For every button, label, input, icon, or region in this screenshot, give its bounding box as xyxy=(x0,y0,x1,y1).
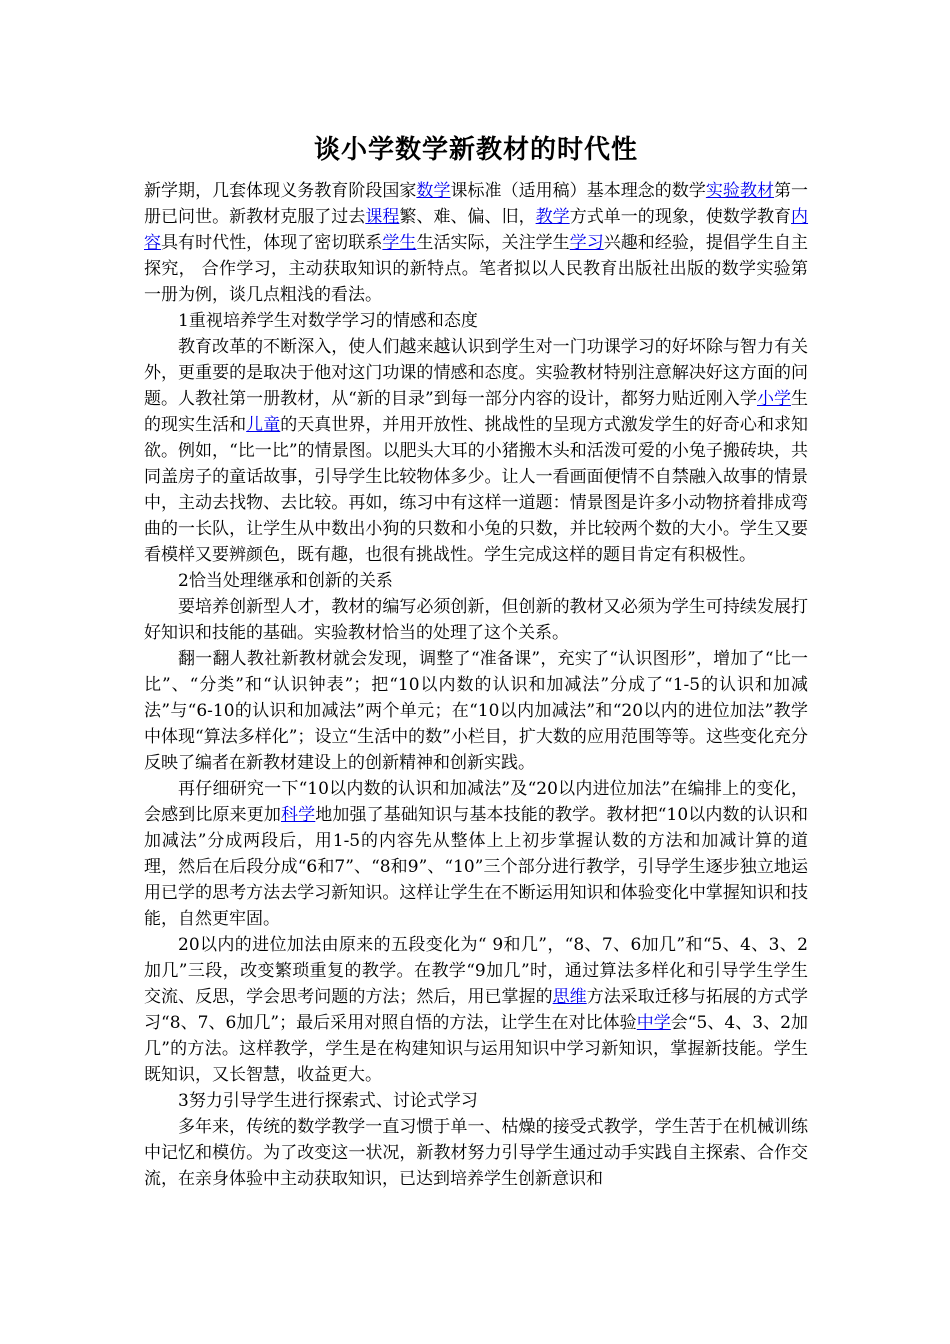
paragraph-text: 生活实际，关注学生 xyxy=(416,233,570,253)
paragraph-text: 地加强了基础知识与基本技能的教学。教材把“10以内数的认识和加减法”分成两段后，用1-5的内容先从整体上上初步掌握认数的方法和加减计算的道理，然后在后段分成“6和7”、“8和9”、“10”三个部分进行教学，引导学生逐步独立地运用已学的思考方法去学习新知识。这样让学生在不断运用知识和体验变化中掌握知识和技能，自然更牢固。 xyxy=(144,805,809,929)
inline-link[interactable]: 思维 xyxy=(552,987,587,1007)
paragraph xyxy=(144,334,808,568)
document-title: 谈小学数学新教材的时代性 xyxy=(313,135,638,165)
paragraph-text: 新学期，几套体现义务教育阶段国家 xyxy=(144,181,417,201)
paragraph xyxy=(144,776,808,932)
inline-link[interactable]: 小学 xyxy=(756,389,791,409)
paragraph xyxy=(144,594,808,646)
paragraph-text: 第一册已问世。新教材克服了过去 xyxy=(144,181,809,227)
paragraph-text: 翻一翻人教社新教材就会发现，调整了“准备课”，充实了“认识图形”，增加了“比一比”、“分类”和“认识钟表”；把“10以内数的认识和加减法”分成了“1-5的认识和加减法”与“6-10的认识和加减法”两个单元；在“10以内加减法”和“20以内的进位加法”教学中体现“算法多样化”；设立“生活中的数”小栏目，扩大数的应用范围等等。这些变化充分反映了编者在新教材建设上的创新精神和创新实践。 xyxy=(144,649,808,773)
inline-link[interactable]: 中学 xyxy=(636,1013,671,1033)
paragraph xyxy=(144,646,808,776)
paragraph-text: 课标准（适用稿）基本理念的数学 xyxy=(450,181,706,201)
paragraph xyxy=(144,568,808,594)
paragraph-text: 2恰当处理继承和创新的关系 xyxy=(178,571,393,591)
paragraph-text: 多年来，传统的数学教学一直习惯于单一、枯燥的接受式教学，学生苦于在机械训练中记忆和模仿。为了改变这一状况，新教材努力引导学生通过动手实践自主探索、合作交流，在亲身体验中主动获取知识，已达到培养学生创新意识和 xyxy=(144,1117,808,1189)
paragraph-text: 要培养创新型人才，教材的编写必须创新，但创新的教材又必须为学生可持续发展打好知识和技能的基础。实验教材恰当的处理了这个关系。 xyxy=(144,597,808,643)
paragraph-text: 的天真世界，并用开放性、挑战性的呈现方式激发学生的好奇心和求知欲。例如，“比一比”的情景图。以肥头大耳的小猪搬木头和活泼可爱的小兔子搬砖块，共同盖房子的童话故事，引导学生比较物体多少。让人一看画面便情不自禁融入故事的情景中，主动去找物、去比较。再如，练习中有这样一道题：情景图是许多小动物挤着排成弯曲的一长队，让学生从中数出小狗的只数和小兔的只数，并比较两个数的大小。学生又要看模样又要辨颜色，既有趣，也很有挑战性。学生完成这样的题目肯定有积极性。 xyxy=(144,415,809,565)
document-body xyxy=(144,178,808,1192)
inline-link[interactable]: 儿童 xyxy=(246,415,281,435)
paragraph-text: 方式单一的现象，使数学教育 xyxy=(569,207,792,227)
paragraph-text: 方法采取迁移与拓展的方式学习“8、7、6加几”；最后采用对照自悟的方法，让学生在对比体验 xyxy=(144,987,809,1033)
inline-link[interactable]: 学生 xyxy=(382,233,417,253)
inline-link[interactable]: 课程 xyxy=(365,207,400,227)
paragraph xyxy=(144,178,808,308)
paragraph-text: 再仔细研究一下“10以内数的认识和加减法”及“20以内进位加法”在编排上的变化，会感到比原来更加 xyxy=(144,779,808,825)
paragraph-text: 繁、难、偏、旧， xyxy=(399,207,536,227)
paragraph xyxy=(144,308,808,334)
paragraph-text: 1重视培养学生对数学学习的情感和态度 xyxy=(178,311,478,331)
paragraph-text: 20以内的进位加法由原来的五段变化为“ 9和几”，“8、7、6加几”和“5、4、3、2加几”三段，改变繁琐重复的教学。在教学“9加几”时，通过算法多样化和引导学生学生交流、反思，学会思考问题的方法；然后，用已掌握的 xyxy=(144,935,808,1007)
inline-link[interactable]: 科学 xyxy=(281,805,316,825)
paragraph xyxy=(144,1088,808,1114)
paragraph-text: 生的现实生活和 xyxy=(144,389,808,435)
paragraph-text: 教育改革的不断深入，使人们越来越认识到学生对一门功课学习的好坏除与智力有关外，更重要的是取决于他对这门功课的情感和态度。实验教材特别注意解决好这方面的问题。人教社第一册教材，从“新的目录”到每一部分内容的设计，都努力贴近刚入学 xyxy=(144,337,808,409)
paragraph-text: 具有时代性，体现了密切联系 xyxy=(161,233,383,253)
inline-link[interactable]: 学习 xyxy=(569,233,604,253)
document-page xyxy=(144,128,808,1192)
paragraph xyxy=(144,932,808,1088)
inline-link[interactable]: 内容 xyxy=(144,207,809,253)
paragraph-text: 兴趣和经验，提倡学生自主探究， 合作学习，主动获取知识的新特点。笔者拟以人民教育出版社出版的数学实验第一册为例，谈几点粗浅的看法。 xyxy=(144,233,809,305)
inline-link[interactable]: 数学 xyxy=(416,181,451,201)
paragraph-text: 3努力引导学生进行探索式、讨论式学习 xyxy=(178,1091,478,1111)
inline-link[interactable]: 教学 xyxy=(535,207,570,227)
inline-link[interactable]: 实验教材 xyxy=(705,181,774,201)
paragraph xyxy=(144,1114,808,1192)
paragraph-text: 会“5、4、3、2加几”的方法。这样教学，学生是在构建知识与运用知识中学习新知识，掌握新技能。学生既知识，又长智慧，收益更大。 xyxy=(144,1013,808,1085)
